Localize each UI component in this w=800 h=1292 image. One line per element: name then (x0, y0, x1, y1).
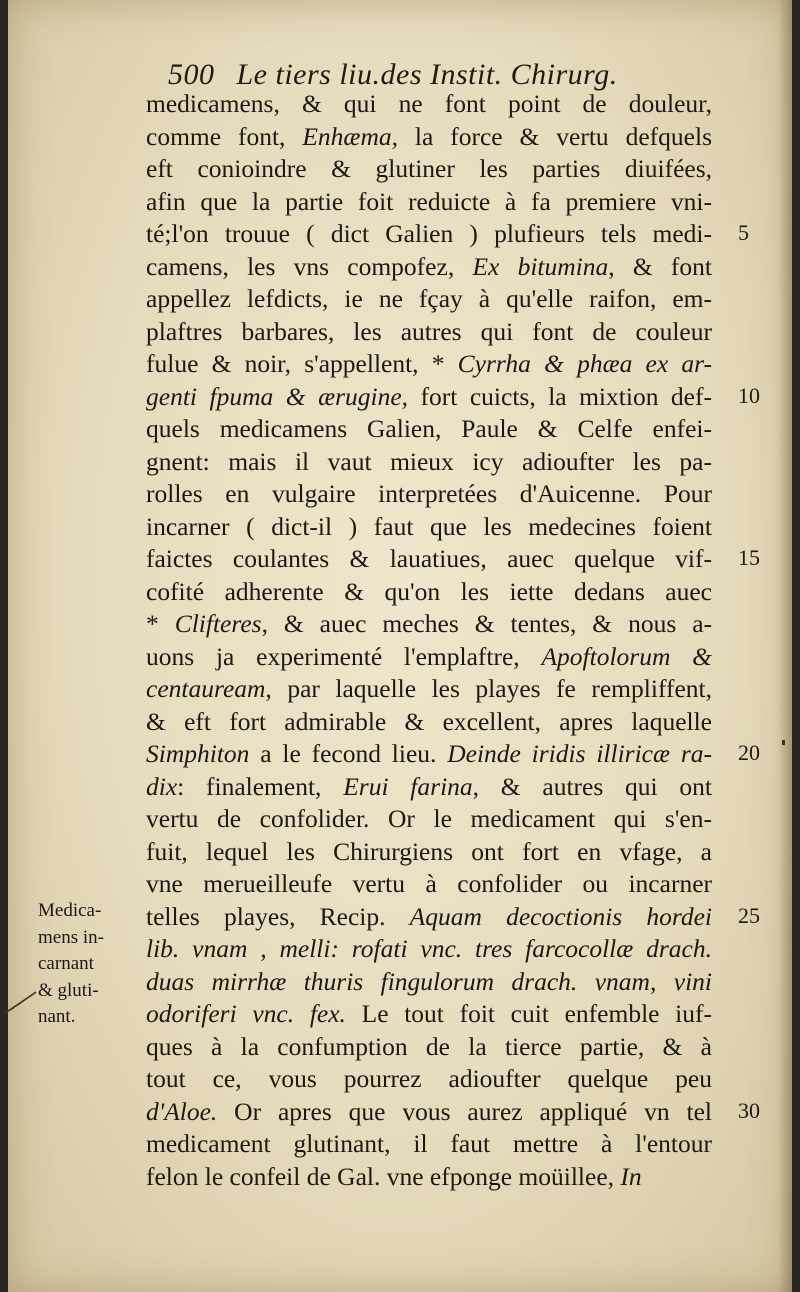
text-line (146, 771, 712, 804)
text-line (146, 706, 712, 739)
text-line (146, 836, 712, 869)
ink-speck (782, 740, 785, 745)
text-line (146, 868, 712, 901)
text-span: felon le confeil de Gal. vne efponge moüillee, (146, 1161, 621, 1191)
text-span: fulue & noir, s'appellent, * (146, 349, 458, 378)
text-span: camens, les vns compofez, (146, 251, 473, 281)
italic-span: d'Aloe. (146, 1096, 218, 1126)
text-span: uons ja experimenté l'emplaftre, (146, 641, 542, 671)
text-span: la force & vertu defquels (397, 121, 712, 151)
text-line (146, 576, 712, 609)
text-line (146, 673, 712, 706)
main-text-block (146, 88, 712, 1193)
italic-span: Enhæma, (302, 121, 398, 151)
text-span: faictes coulantes & lauatiues, auec quelque vif- (146, 544, 712, 573)
text-line (146, 738, 712, 771)
text-line (146, 1096, 712, 1129)
italic-span: Ex bitumina (472, 251, 609, 281)
text-span: tout ce, vous pourrez adioufter quelque peu (146, 1064, 712, 1093)
text-span: appellez lefdicts, ie ne fçay à qu'elle raifon, em- (146, 284, 712, 313)
running-head (168, 58, 728, 92)
text-span: incarner ( dict-il ) faut que les medecines foient (146, 511, 712, 541)
text-line (146, 88, 712, 121)
text-span: afin que la partie foit reduicte à fa premiere vni- (146, 186, 712, 216)
line-number: 10 (738, 382, 760, 408)
text-span: telles playes, Recip. (146, 901, 410, 931)
italic-span: Cyrrha & phæa ex ar- (457, 349, 712, 378)
text-line (146, 316, 712, 349)
text-span: gnent: mais il vaut mieux icy adioufter les pa- (146, 446, 712, 476)
text-line (146, 641, 712, 674)
text-line (146, 1161, 712, 1194)
text-line (146, 218, 712, 251)
marginal-note-line: nant. (38, 1006, 76, 1027)
text-span: medicament glutinant, il faut mettre à l'entour (146, 1129, 712, 1158)
text-line (146, 1031, 712, 1064)
marginal-note (38, 898, 138, 1031)
text-span: medicamens, & qui ne font point de douleur, (146, 89, 712, 118)
italic-span: Simphiton (146, 739, 250, 768)
text-line (146, 1128, 712, 1161)
text-line (146, 543, 712, 576)
text-line (146, 1063, 712, 1096)
text-span: , & autres qui ont (472, 771, 713, 801)
text-span: fort cuicts, la mixtion def- (408, 381, 712, 411)
text-span: , & font (608, 251, 712, 281)
text-line (146, 446, 712, 479)
text-line (146, 348, 712, 381)
text-line (146, 803, 712, 836)
marginal-note-line: & gluti- (38, 979, 99, 1001)
marginal-note-line: carnant (38, 953, 94, 974)
italic-span: Apoftolorum & (541, 641, 713, 671)
line-number: 15 (738, 545, 760, 570)
text-span: comme font, (146, 121, 303, 151)
italic-span: odoriferi vnc. fex. (146, 999, 346, 1028)
italic-span: Aquam decoctionis hordei (409, 901, 712, 931)
page-edge-shadow (778, 0, 792, 1292)
text-line (146, 998, 712, 1031)
text-span: Le tout foit cuit enfemble iuf- (345, 999, 712, 1028)
italic-span: centauream, (146, 674, 272, 703)
text-line (146, 511, 712, 544)
italic-span: Erui farina (343, 771, 473, 801)
text-line (146, 478, 712, 511)
text-span: Or apres que vous aurez appliqué vn tel (217, 1096, 712, 1126)
marginal-note-line: Medica- (38, 900, 102, 921)
line-number: 30 (738, 1097, 760, 1123)
text-span: vne merueilleufe vertu à confolider ou incarner (146, 869, 712, 898)
marginal-note-line: mens in- (38, 926, 104, 948)
text-span: : finalement, (177, 771, 344, 801)
text-line (146, 186, 712, 219)
text-line (146, 381, 712, 414)
text-span: té;l'on trouue ( dict Galien ) plufieurs tels medi- (146, 219, 712, 248)
italic-span: In (620, 1161, 642, 1191)
text-span: & eft fort admirable & excellent, apres laquelle (146, 706, 712, 736)
text-line (146, 153, 712, 186)
text-line (146, 933, 712, 966)
text-span: par laquelle les playes fe rempliffent, (271, 674, 712, 703)
text-line (146, 251, 712, 284)
text-span: , & auec meches & tentes, & nous a- (261, 609, 713, 638)
italic-span: duas mirrhæ thuris fingulorum drach. vnam, vini (146, 966, 712, 996)
text-span: ques à la confumption de la tierce partie, & à (146, 1031, 712, 1061)
text-line (146, 413, 712, 446)
text-span: vertu de confolider. Or le medicament qui s'en- (146, 804, 712, 833)
text-line (146, 966, 712, 999)
italic-span: genti fpuma & ærugine, (146, 381, 409, 411)
line-number: 5 (738, 220, 749, 245)
page-number: 500 (168, 58, 215, 91)
italic-span: Clifteres (174, 609, 262, 638)
text-span: a le fecond lieu. (249, 739, 448, 768)
italic-span: Deinde iridis illiricæ ra- (447, 739, 712, 768)
text-line (146, 901, 712, 934)
text-span: rolles en vulgaire interpretées d'Auicenne. Pour (146, 479, 712, 508)
text-span: cofité adherente & qu'on les iette dedans auec (146, 576, 712, 606)
line-number: 25 (738, 902, 760, 928)
text-span: fuit, lequel les Chirurgiens ont fort en vfage, a (146, 836, 712, 866)
quill-mark-icon (2, 980, 42, 1020)
text-line (146, 608, 712, 641)
italic-span: dix (146, 771, 178, 801)
text-span: plaftres barbares, les autres qui font de couleur (146, 316, 712, 346)
text-span: eft conioindre & glutiner les parties diuifées, (146, 154, 712, 183)
italic-span: lib. vnam , melli: rofati vnc. tres farcocollæ drach. (146, 934, 712, 963)
text-line (146, 121, 712, 154)
line-number: 20 (738, 740, 760, 765)
text-span: quels medicamens Galien, Paule & Celfe enfei- (146, 414, 712, 443)
running-title: Le tiers liu.des Instit. Chirurg. (236, 58, 618, 91)
text-span: * (146, 609, 175, 638)
text-line (146, 283, 712, 316)
